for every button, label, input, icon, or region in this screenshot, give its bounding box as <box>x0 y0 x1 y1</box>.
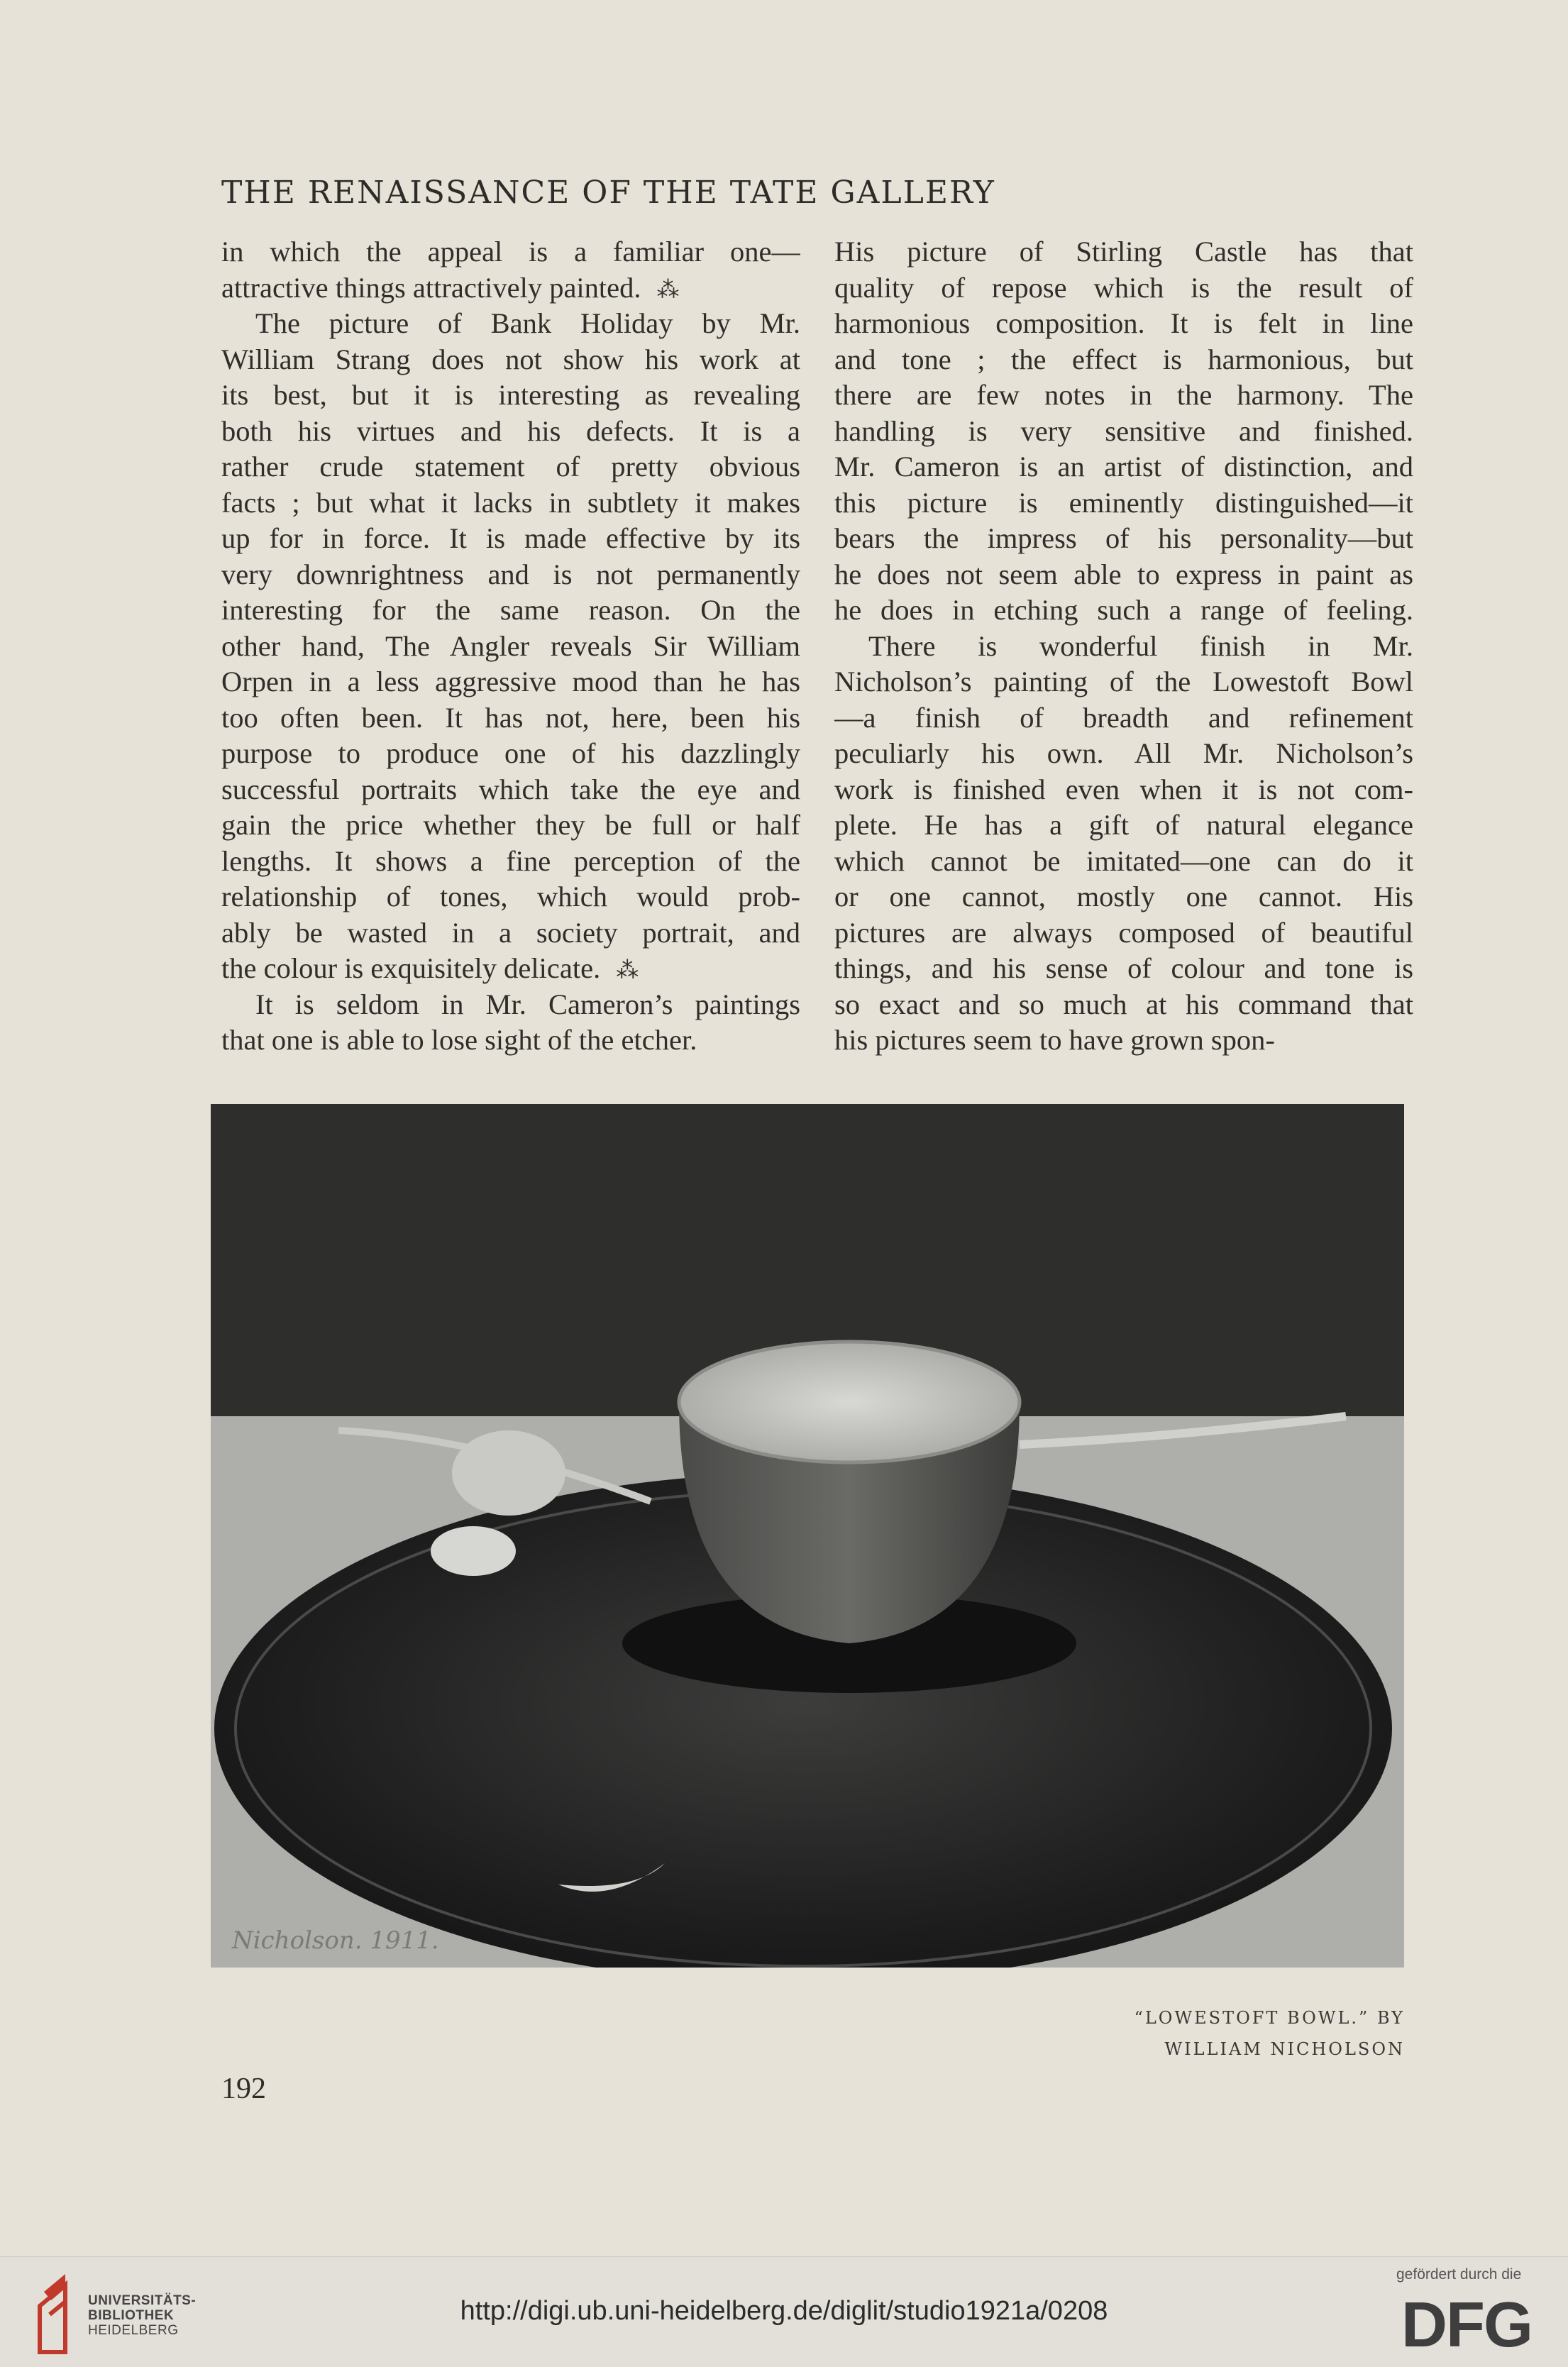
text-line: relationship of tones, which would prob- <box>221 881 800 912</box>
text-line: or one cannot, mostly one cannot. His <box>834 881 1413 912</box>
text-line: both his virtues and his defects. It is a <box>221 414 800 447</box>
library-name: UNIVERSITÄTS- BIBLIOTHEK HEIDELBERG <box>88 2293 197 2338</box>
page-number: 192 <box>221 2073 266 2105</box>
running-title: THE RENAISSANCE OF THE TATE GALLERY <box>221 175 995 211</box>
leaf-ornament-icon: ⁂ <box>616 957 639 983</box>
text-line: very downrightness and is not permanently <box>221 558 800 590</box>
text-line: gain the price whether they be full or half <box>221 809 800 841</box>
text-line: up for in force. It is made effective by its <box>221 522 800 554</box>
text-line: lengths. It shows a fine perception of the <box>221 844 800 877</box>
text-line: attractive things attractively painted. ⁂ <box>221 271 680 304</box>
text-line: this picture is eminently distinguished—it <box>834 486 1413 519</box>
funder-note: gefördert durch die <box>1396 2266 1522 2283</box>
text-line: rather crude statement of pretty obvious <box>221 451 800 482</box>
text-line: its best, but it is interesting as revealing <box>221 379 800 411</box>
text-line: purpose to produce one of his dazzlingly <box>221 737 800 769</box>
tulip-bud <box>431 1526 516 1576</box>
text-line: things, and his sense of colour and tone is <box>834 952 1413 984</box>
text-line: plete. He has a gift of natural elegance <box>834 809 1413 841</box>
plate-caption <box>1093 2002 1405 2065</box>
text-line: his pictures seem to have grown spon- <box>834 1024 1275 1056</box>
text-line: handling is very sensitive and finished. <box>834 414 1413 447</box>
text-line: peculiarly his own. All Mr. Nicholson’s <box>834 737 1413 769</box>
text-line: that one is able to lose sight of the etcher. <box>221 1024 697 1056</box>
right-text-column <box>834 234 1413 1059</box>
lowestoft-bowl-plate <box>211 1104 1404 1968</box>
text-line: pictures are always composed of beautiful <box>834 916 1413 949</box>
text-line: work is finished even when it is not com- <box>834 773 1413 805</box>
text-line: Orpen in a less aggressive mood than he has <box>221 666 800 697</box>
still-life-illustration <box>211 1104 1404 1968</box>
leaf-ornament-icon: ⁂ <box>656 276 680 302</box>
text-line: he does in etching such a range of feeling. <box>834 594 1413 626</box>
text-line: he does not seem able to express in paint as <box>834 558 1413 590</box>
text-line: there are few notes in the harmony. The <box>834 379 1413 411</box>
source-url-link[interactable]: http://digi.ub.uni-heidelberg.de/diglit/studio1921a/0208 <box>460 2296 1108 2326</box>
text-line: the colour is exquisitely delicate. ⁂ <box>221 952 639 984</box>
dfg-logo: DFG <box>1401 2290 1532 2361</box>
text-line: Nicholson’s painting of the Lowestoft Bowl <box>834 666 1413 697</box>
left-text-column <box>221 234 800 1059</box>
text-line: which cannot be imitated—one can do it <box>834 844 1413 877</box>
text-line: successful portraits which take the eye and <box>221 773 800 805</box>
text-line: There is wonderful finish in Mr. <box>868 629 1413 662</box>
text-line: His picture of Stirling Castle has that <box>834 236 1413 267</box>
text-line: —a finish of breadth and refinement <box>834 701 1413 734</box>
text-line: William Strang does not show his work at <box>221 343 800 375</box>
text-line: too often been. It has not, here, been his <box>221 701 800 734</box>
text-line: It is seldom in Mr. Cameron’s paintings <box>255 988 800 1020</box>
text-line: bears the impress of his personality—but <box>834 522 1413 554</box>
text-line: quality of repose which is the result of <box>834 271 1413 304</box>
text-line: so exact and so much at his command that <box>834 988 1413 1020</box>
text-line: harmonious composition. It is felt in line <box>834 307 1413 339</box>
text-line: ably be wasted in a society portrait, and <box>221 916 800 949</box>
text-line: facts ; but what it lacks in subtlety it makes <box>221 486 800 519</box>
tulip-flower-left <box>452 1430 565 1516</box>
artist-signature: Nicholson. 1911. <box>232 1926 439 1955</box>
text-line: The picture of Bank Holiday by Mr. <box>255 307 800 339</box>
caption-line-2: WILLIAM NICHOLSON <box>1164 2039 1405 2059</box>
text-line: other hand, The Angler reveals Sir William <box>221 629 800 662</box>
caption-line-1: “LOWESTOFT BOWL.” BY <box>1134 2008 1405 2028</box>
text-line: interesting for the same reason. On the <box>221 594 800 626</box>
text-line: in which the appeal is a familiar one— <box>221 236 800 267</box>
text-line: and tone ; the effect is harmonious, but <box>834 343 1413 375</box>
text-line: Mr. Cameron is an artist of distinction, and <box>834 451 1413 482</box>
